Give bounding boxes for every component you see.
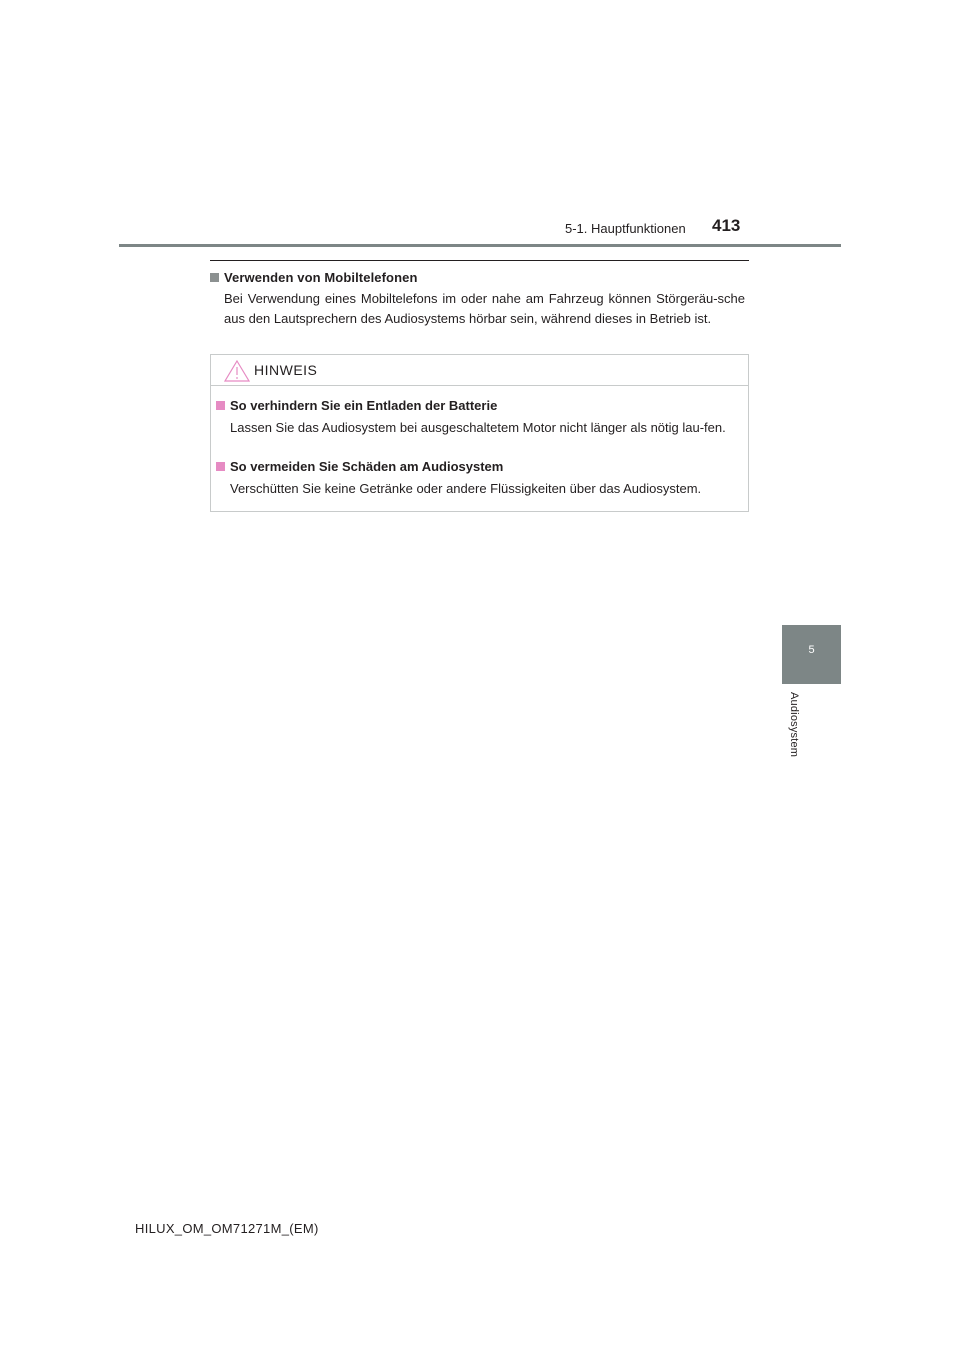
notice-item-text: Verschütten Sie keine Getränke oder andere Flüssigkeiten über das Audiosystem. [230, 481, 702, 496]
square-bullet-icon [210, 273, 219, 282]
section-heading: 5-1. Hauptfunktionen [565, 221, 686, 236]
notice-header [211, 355, 748, 386]
warning-triangle-icon [224, 360, 250, 382]
chapter-tab [782, 625, 841, 684]
document-id: HILUX_OM_OM71271M_(EM) [135, 1221, 319, 1236]
notice-item-heading [216, 459, 503, 474]
mobile-phone-heading [210, 270, 418, 285]
mobile-phone-title: Verwenden von Mobiltelefonen [224, 270, 418, 285]
notice-box [210, 354, 749, 512]
page-number: 413 [712, 216, 741, 235]
chapter-label: Audiosystem [788, 692, 800, 758]
notice-item-text: Lassen Sie das Audiosystem bei ausgeschaltetem Motor nicht länger als nötig lau-fen. [230, 420, 726, 435]
square-bullet-icon [216, 462, 225, 471]
chapter-number: 5 [808, 644, 815, 656]
section-divider [210, 260, 749, 261]
notice-item-heading [216, 398, 497, 413]
header-divider [119, 244, 841, 247]
notice-item-title: So vermeiden Sie Schäden am Audiosystem [230, 459, 504, 474]
square-bullet-icon [216, 401, 225, 410]
notice-title: HINWEIS [254, 362, 318, 378]
mobile-phone-text: Bei Verwendung eines Mobiltelefons im oder nahe am Fahrzeug können Störgeräu-sche aus den Lautsprechern des Audiosystems hörbar sein, während dieses in Betrieb ist. [224, 291, 745, 326]
notice-item-title: So verhindern Sie ein Entladen der Batterie [230, 398, 498, 413]
